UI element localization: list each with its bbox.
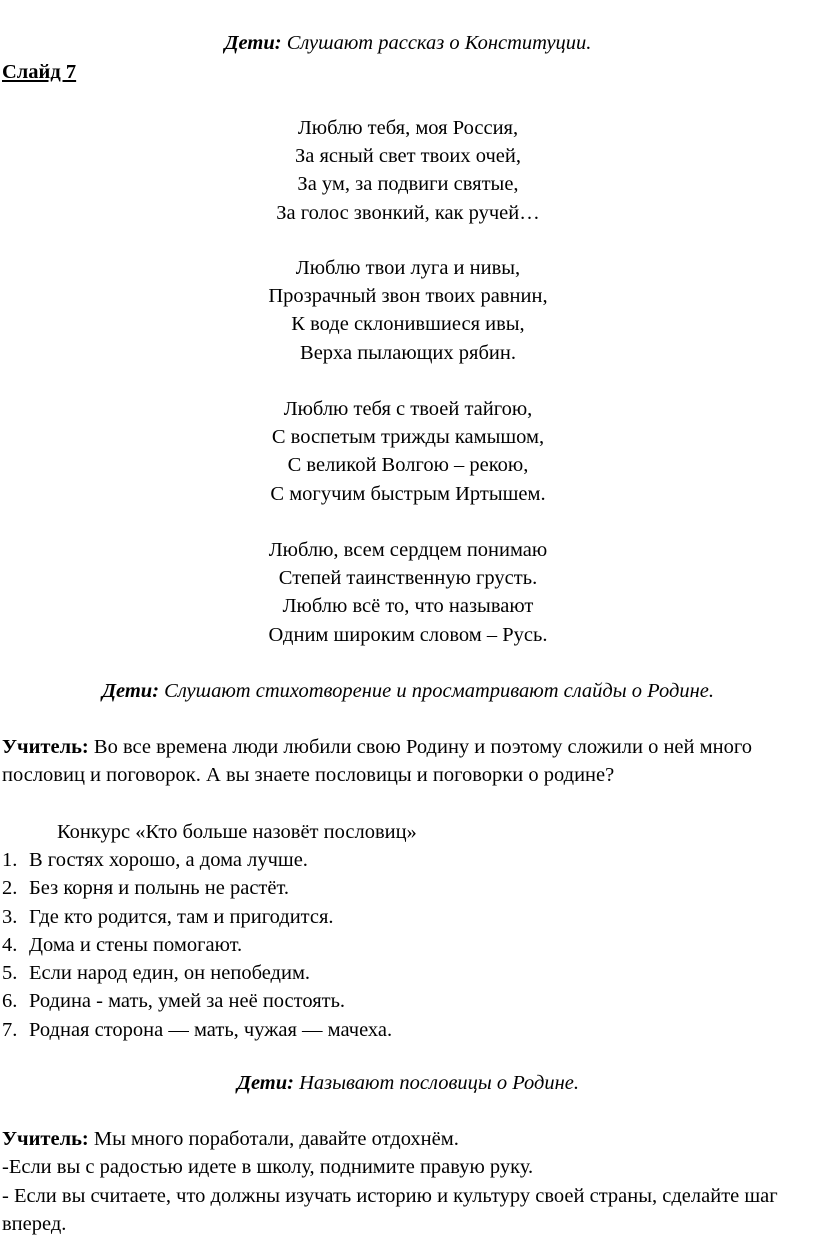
intro-role: Дети: (224, 32, 282, 54)
children-poem-line (0, 677, 816, 705)
list-item-number: 7. (2, 1018, 18, 1041)
list-item-text: Где кто родится, там и пригодится. (29, 905, 334, 928)
teacher-1-role: Учитель: (2, 736, 89, 758)
slide-heading: Слайд 7 (2, 61, 77, 83)
poem-line: С могучим быстрым Иртышем. (270, 482, 546, 505)
children-proverbs-text: Называют пословицы о Родине. (293, 1072, 580, 1094)
list-item-number: 3. (2, 905, 18, 928)
teacher-2-text: Мы много поработали, давайте отдохнём. (88, 1128, 459, 1150)
children-poem-text: Слушают стихотворение и просматривают слайды о Родине. (159, 680, 714, 702)
list-item-number: 6. (2, 990, 18, 1013)
list-item (2, 931, 392, 959)
teacher-2-line: -Если вы с радостью идете в школу, поднимите правую руку. (2, 1156, 534, 1179)
list-item (2, 987, 392, 1015)
poem-stanza-4 (0, 536, 816, 649)
poem-stanza-3 (0, 395, 816, 508)
list-item (2, 903, 392, 931)
list-item (2, 846, 392, 874)
list-item-number: 2. (2, 877, 18, 900)
poem-line: К воде склонившиеся ивы, (291, 313, 525, 336)
proverbs-list (2, 846, 392, 1044)
teacher-paragraph-2 (2, 1125, 792, 1238)
poem-line: Люблю твои луга и нивы, (295, 257, 521, 279)
teacher-2-role: Учитель: (2, 1128, 89, 1150)
poem-line: С великой Волгою – рекою, (287, 454, 529, 477)
list-item (2, 959, 392, 987)
poem-line: Одним широким словом – Русь. (268, 623, 548, 646)
poem-line: Люблю, всем сердцем понимаю (268, 539, 548, 561)
list-item-text: Без корня и полынь не растёт. (29, 877, 290, 900)
poem-line: Люблю тебя с твоей тайгою, (283, 398, 533, 420)
poem-line: Верха пылающих рябин. (300, 341, 516, 364)
intro-text: Слушают рассказ о Конституции. (281, 32, 592, 54)
poem-stanza-2 (0, 254, 816, 367)
intro-line (0, 29, 816, 57)
poem-line: Прозрачный звон твоих равнин, (268, 285, 548, 308)
poem-line: С воспетым трижды камышом, (271, 426, 545, 449)
list-item (2, 874, 392, 902)
list-item-text: Дома и стены помогают. (29, 933, 243, 956)
teacher-2-line: - Если вы считаете, что должны изучать историю и культуру своей страны, сделайте шаг вперед. (2, 1184, 778, 1235)
teacher-2-first-line (2, 1125, 792, 1153)
poem-line: Степей таинственную грусть. (278, 567, 538, 590)
poem-line: За ясный свет твоих очей, (294, 145, 522, 168)
contest-title: Конкурс «Кто больше назовёт пословиц» (57, 821, 417, 843)
list-item (2, 1016, 392, 1044)
list-item-number: 5. (2, 962, 18, 985)
poem-line: За ум, за подвиги святые, (297, 173, 519, 196)
poem-line: За голос звонкий, как ручей… (276, 201, 540, 224)
list-item-number: 1. (2, 849, 18, 871)
children-proverbs-role: Дети: (236, 1072, 294, 1094)
teacher-paragraph-1 (2, 733, 792, 790)
poem-line: Люблю всё то, что называют (282, 595, 534, 618)
poem-line: Люблю тебя, моя Россия, (297, 117, 519, 139)
poem-stanza-1 (0, 114, 816, 227)
list-item-text: Родная сторона — мать, чужая — мачеха. (29, 1018, 393, 1041)
list-item-text: В гостях хорошо, а дома лучше. (29, 849, 308, 871)
list-item-text: Если народ един, он непобедим. (29, 962, 311, 985)
children-poem-role: Дети: (102, 680, 160, 702)
teacher-1-text: Во все времена люди любили свою Родину и поэтому сложили о ней много пословиц и поговорок. А вы знаете пословицы и поговорки о родине? (2, 736, 752, 787)
children-proverbs-line (0, 1069, 816, 1097)
list-item-text: Родина - мать, умей за неё постоять. (29, 990, 346, 1013)
list-item-number: 4. (2, 933, 18, 956)
